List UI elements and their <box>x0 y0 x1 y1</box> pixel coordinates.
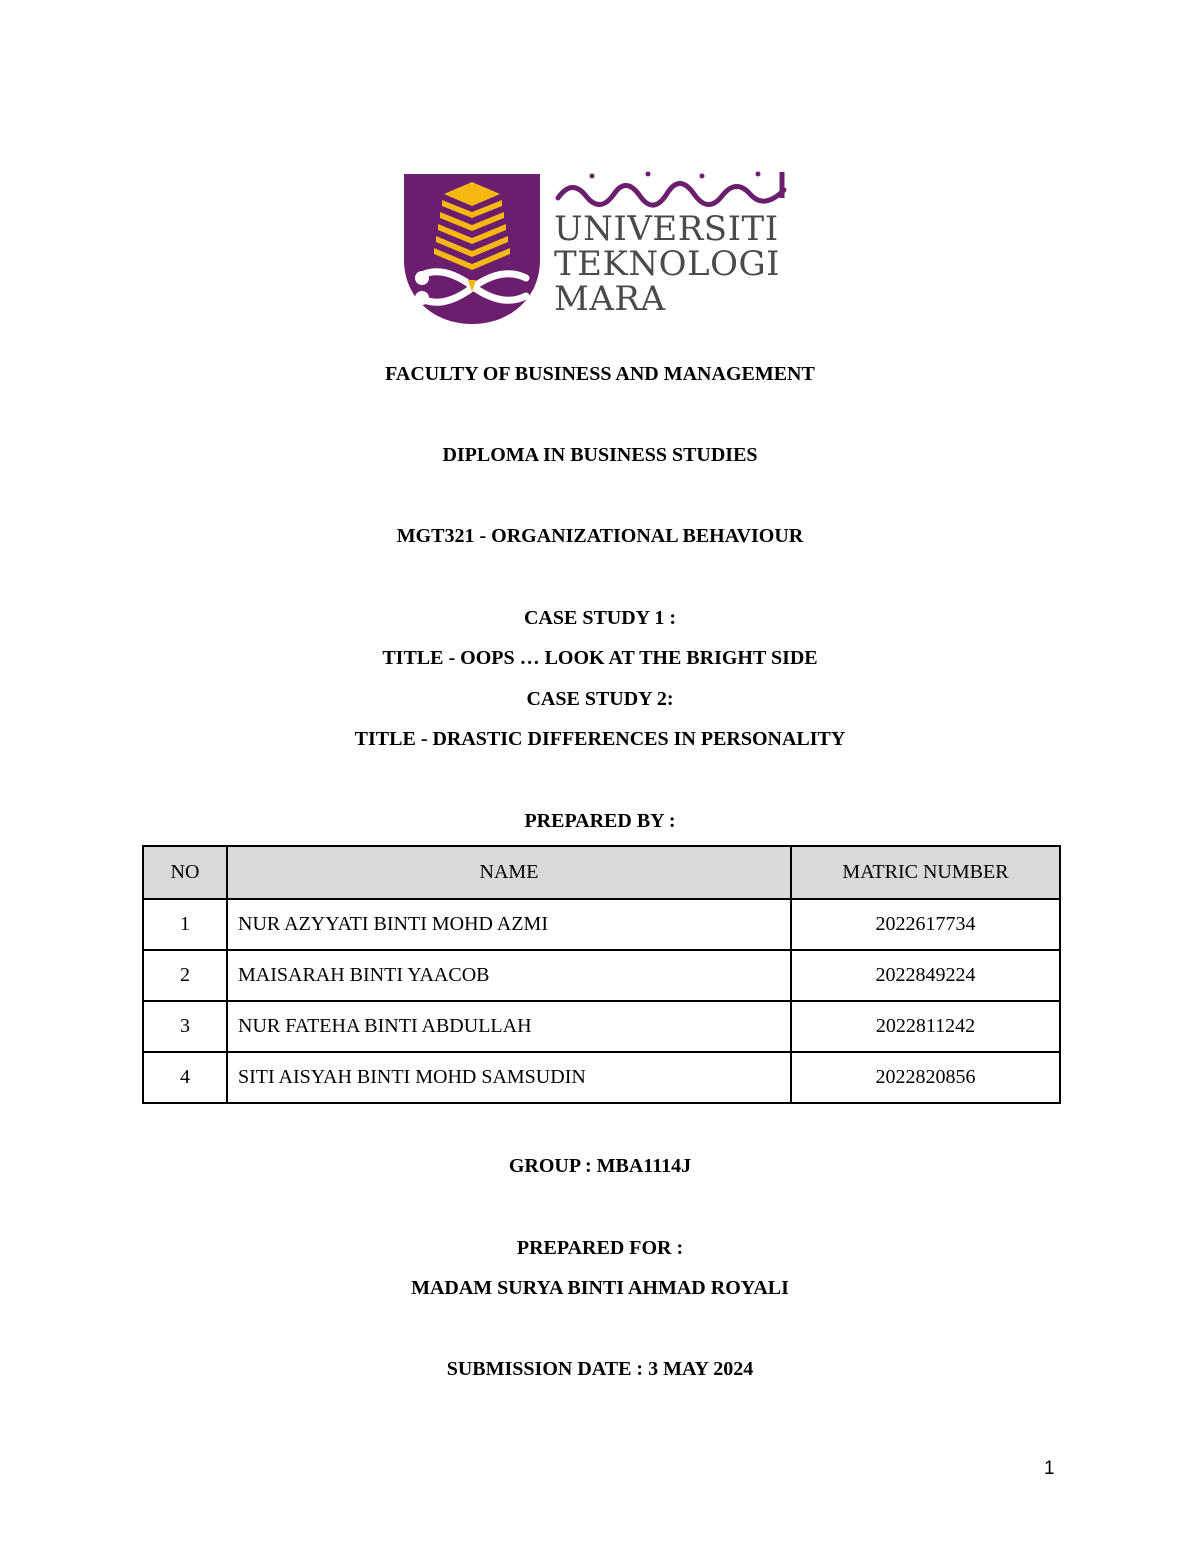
member-no: 1 <box>143 899 227 950</box>
lecturer-name: MADAM SURYA BINTI AHMAD ROYALI <box>411 1277 789 1299</box>
university-logo <box>402 168 802 328</box>
case-study-1-heading: CASE STUDY 1 : <box>523 607 677 629</box>
header-matric-number: MATRIC NUMBER <box>791 846 1060 899</box>
members-table <box>142 845 1061 1104</box>
member-name: SITI AISYAH BINTI MOHD SAMSUDIN <box>227 1052 791 1103</box>
group-label: GROUP : MBA1114J <box>508 1155 692 1177</box>
member-no: 2 <box>143 950 227 1001</box>
header-no: NO <box>143 846 227 899</box>
case-study-1-title: TITLE - OOPS … LOOK AT THE BRIGHT SIDE <box>382 647 818 669</box>
course-heading: MGT321 - ORGANIZATIONAL BEHAVIOUR <box>396 525 804 547</box>
member-matric: 2022811242 <box>791 1001 1060 1052</box>
table-row <box>143 950 1060 1001</box>
jawi-script-logotype <box>552 168 792 208</box>
member-matric: 2022820856 <box>791 1052 1060 1103</box>
prepared-by-label: PREPARED BY : <box>524 810 676 832</box>
header-name: NAME <box>227 846 791 899</box>
table-row <box>143 1052 1060 1103</box>
member-name: NUR FATEHA BINTI ABDULLAH <box>227 1001 791 1052</box>
prepared-for-label: PREPARED FOR : <box>516 1237 684 1259</box>
member-matric: 2022849224 <box>791 950 1060 1001</box>
logo-word-mara: MARA <box>554 279 666 319</box>
faculty-heading: FACULTY OF BUSINESS AND MANAGEMENT <box>385 363 815 385</box>
logo-word-teknologi: TEKNOLOGI <box>554 244 781 284</box>
member-name: NUR AZYYATI BINTI MOHD AZMI <box>227 899 791 950</box>
logo-word-universiti: UNIVERSITI <box>554 209 779 249</box>
table-row <box>143 1001 1060 1052</box>
uitm-crest-icon <box>402 168 542 328</box>
member-name: MAISARAH BINTI YAACOB <box>227 950 791 1001</box>
program-heading: DIPLOMA IN BUSINESS STUDIES <box>442 444 758 466</box>
submission-date: SUBMISSION DATE : 3 MAY 2024 <box>446 1358 754 1380</box>
member-matric: 2022617734 <box>791 899 1060 950</box>
table-row <box>143 899 1060 950</box>
case-study-2-title: TITLE - DRASTIC DIFFERENCES IN PERSONALITY <box>354 728 846 750</box>
page-number: 1 <box>1044 1458 1055 1479</box>
table-header-row <box>143 846 1060 899</box>
logo-wordmark <box>554 209 781 319</box>
member-no: 4 <box>143 1052 227 1103</box>
case-study-2-heading: CASE STUDY 2: <box>526 688 674 710</box>
member-no: 3 <box>143 1001 227 1052</box>
